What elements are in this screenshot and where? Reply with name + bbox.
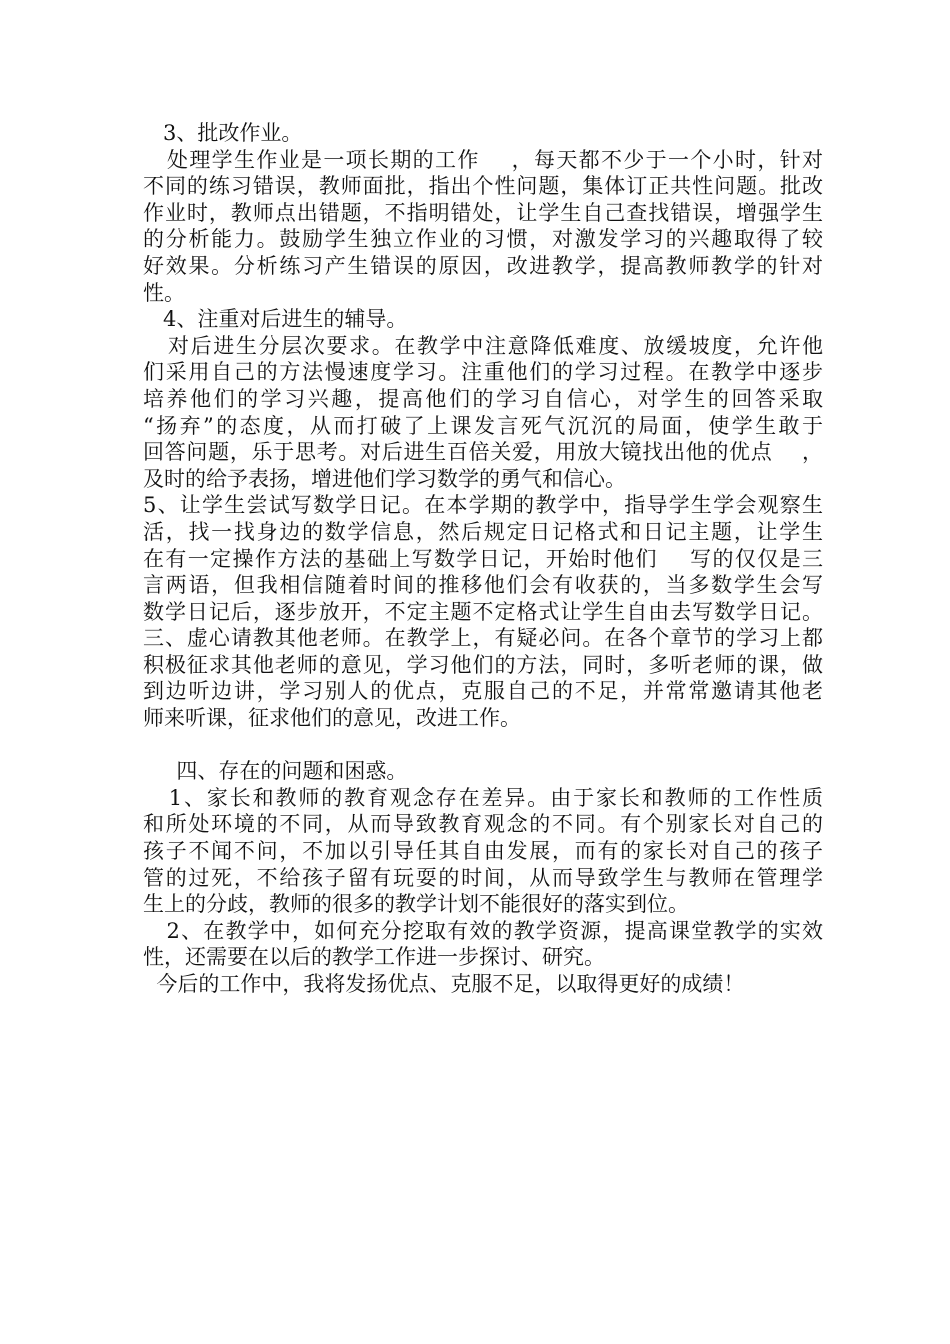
paragraph-line: 在有一定操作方法的基础上写数学日记，开始时他们 写的仅仅是三 xyxy=(143,546,823,571)
paragraph-line: 管的过死，不给孩子留有玩耍的时间，从而导致学生与教师在管理学 xyxy=(143,865,823,890)
heading-grading-homework: 3、批改作业。 xyxy=(143,121,303,145)
paragraph-line: 积极征求其他老师的意见，学习他们的方法，同时，多听老师的课，做 xyxy=(143,652,823,677)
paragraph-line: 1、家长和教师的教育观念存在差异。由于家长和教师的工作性质 xyxy=(143,785,823,810)
paragraph-line: 三、虚心请教其他老师。在教学上，有疑必问。在各个章节的学习上都 xyxy=(143,626,823,651)
paragraph-line: 活，找一找身边的数学信息，然后规定日记格式和日记主题，让学生 xyxy=(143,519,823,544)
paragraph-line: “扬弃”的态度，从而打破了上课发言死气沉沉的局面，使学生敢于 xyxy=(143,413,823,438)
closing-line: 今后的工作中，我将发扬优点、克服不足，以取得更好的成绩！ xyxy=(143,972,745,996)
blank-line xyxy=(143,732,823,759)
paragraph-line: 作业时，教师点出错题，不指明错处，让学生自己查找错误，增强学生 xyxy=(143,200,823,225)
heading-problems: 四、存在的问题和困惑。 xyxy=(143,759,408,784)
paragraph-line: 回答问题，乐于思考。对后进生百倍关爱，用放大镜找出他的优点 ， xyxy=(143,440,823,465)
paragraph-line: 言两语，但我相信随着时间的推移他们会有收获的，当多数学生会写 xyxy=(143,573,823,598)
paragraph-line: 到边听边讲，学习别人的优点，克服自己的不足，并常常邀请其他老 xyxy=(143,679,823,704)
paragraph-line: 及时的给予表扬，增进他们学习数学的勇气和信心。 xyxy=(143,466,626,491)
paragraph-line: 的分析能力。鼓励学生独立作业的习惯，对激发学习的兴趣取得了较 xyxy=(143,227,823,252)
paragraph-line: 数学日记后，逐步放开，不定主题不定格式让学生自由去写数学日记。 xyxy=(143,599,823,624)
paragraph-line: 生上的分歧，教师的很多的教学计划不能很好的落实到位。 xyxy=(143,892,689,917)
paragraph-line: 处理学生作业是一项长期的工作 ，每天都不少于一个小时，针对 xyxy=(143,147,823,172)
paragraph-line: 2、在教学中，如何充分挖取有效的教学资源，提高课堂教学的实效 xyxy=(143,918,823,943)
heading-tutoring-students: 4、注重对后进生的辅导。 xyxy=(143,307,408,332)
paragraph-line: 师来听课，征求他们的意见，改进工作。 xyxy=(143,706,521,731)
paragraph-line: 性。 xyxy=(143,280,185,305)
paragraph-line: 培养他们的学习兴趣，提高他们的学习自信心，对学生的回答采取 xyxy=(143,386,823,411)
paragraph-line: 和所处环境的不同，从而导致教育观念的不同。有个别家长对自己的 xyxy=(143,812,823,837)
paragraph-line: 们采用自己的方法慢速度学习。注重他们的学习过程。在教学中逐步 xyxy=(143,360,823,385)
paragraph-line: 对后进生分层次要求。在教学中注意降低难度、放缓坡度，允许他 xyxy=(143,333,823,358)
paragraph-line: 孩子不闻不问，不加以引导任其自由发展，而有的家长对自己的孩子 xyxy=(143,839,823,864)
paragraph-line: 性，还需要在以后的教学工作进一步探讨、研究。 xyxy=(143,945,605,970)
paragraph-line: 好效果。分析练习产生错误的原因，改进教学，提高教师教学的针对 xyxy=(143,253,823,278)
paragraph-line: 5、让学生尝试写数学日记。在本学期的教学中，指导学生学会观察生 xyxy=(143,493,823,518)
document-body xyxy=(143,120,823,998)
paragraph-line: 不同的练习错误，教师面批，指出个性问题，集体订正共性问题。批改 xyxy=(143,174,823,199)
